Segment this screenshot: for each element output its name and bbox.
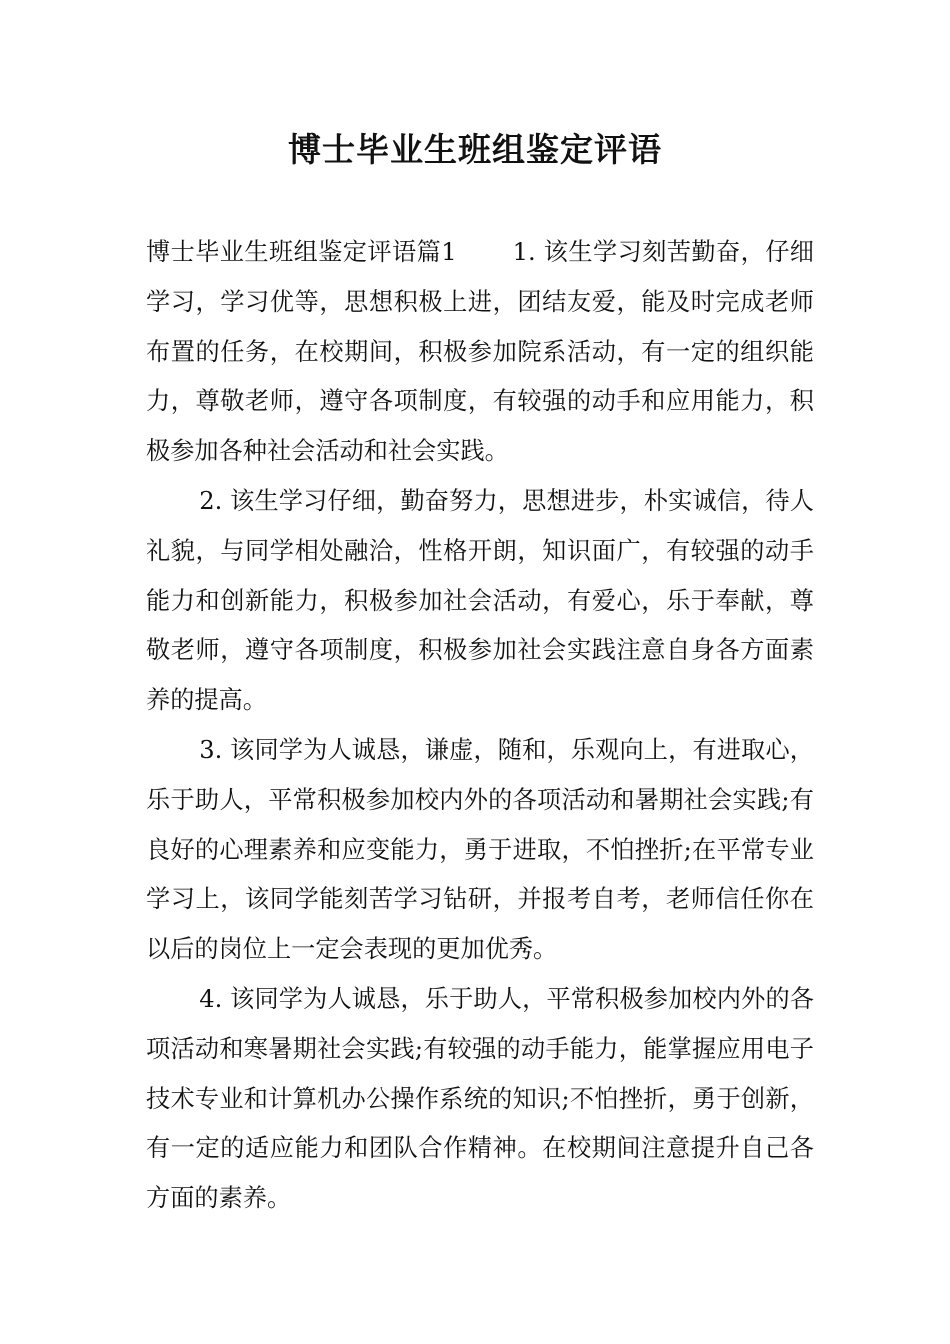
paragraph-4: 4. 该同学为人诚恳，乐于助人，平常积极参加校内外的各项活动和寒暑期社会实践;有较强的动手能力，能掌握应用电子技术专业和计算机办公操作系统的知识;不怕挫折，勇于创新，有一定的适应能力和团队合作精神。在校期间注意提升自己各方面的素养。 (146, 984, 814, 1213)
paragraph-1-text: 1. 该生学习刻苦勤奋，仔细学习，学习优等，思想积极上进，团结友爱，能及时完成老师布置的任务，在校期间，积极参加院系活动，有一定的组织能力，尊敬老师，遵守各项制度，有较强的动手和应用能力，积极参加各种社会活动和社会实践。 (146, 238, 814, 466)
paragraph-3: 3. 该同学为人诚恳，谦虚，随和，乐观向上，有进取心，乐于助人，平常积极参加校内外的各项活动和暑期社会实践;有良好的心理素养和应变能力，勇于进取，不怕挫折;在平常专业学习上，该同学能刻苦学习钻研，并报考自考，老师信任你在以后的岗位上一定会表现的更加优秀。 (146, 735, 814, 964)
section-heading: 博士毕业生班组鉴定评语篇1 (146, 238, 457, 266)
paragraph-1 (146, 228, 814, 477)
paragraph-2: 2. 该生学习仔细，勤奋努力，思想进步，朴实诚信，待人礼貌，与同学相处融洽，性格开朗，知识面广，有较强的动手能力和创新能力，积极参加社会活动，有爱心，乐于奉献，尊敬老师，遵守各项制度，积极参加社会实践注意自身各方面素养的提高。 (146, 486, 814, 715)
document-body (146, 228, 814, 1224)
document-title: 博士毕业生班组鉴定评语 (288, 130, 662, 169)
